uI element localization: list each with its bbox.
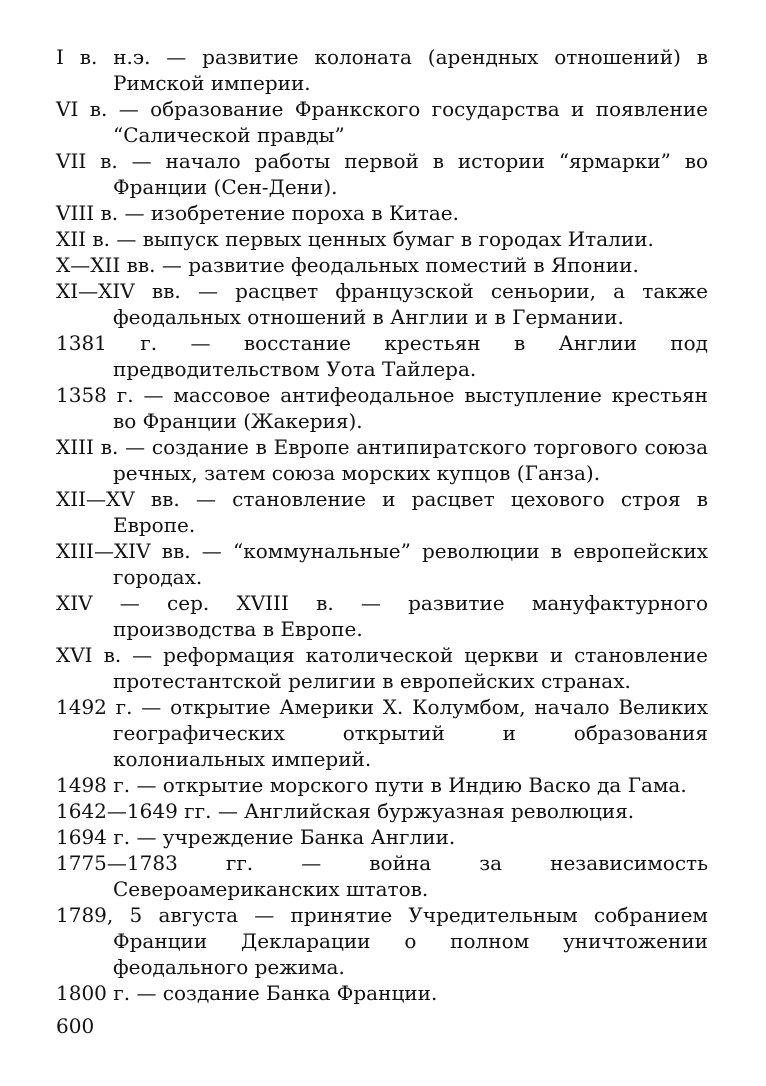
chronology-entry: XII в. — выпуск первых ценных бумаг в городах Италии. [56, 227, 654, 251]
chronology-entry: I в. н.э. — развитие колоната (арендных отношений) в Римской империи. [56, 45, 708, 95]
chronology-entry: VIII в. — изобретение пороха в Китае. [56, 201, 459, 225]
chronology-entry: 1358 г. — массовое антифеодальное выступление крестьян во Франции (Жакерия). [56, 383, 708, 433]
chronology-entry: 1642—1649 гг. — Английская буржуазная революция. [56, 799, 635, 823]
chronology-entry: XIII в. — создание в Европе антипиратского торгового союза речных, затем союза морских купцов (Ганза). [56, 435, 708, 485]
chronology-entry: 1789, 5 августа — принятие Учредительным собранием Франции Декларации о полном уничтожении феодального режима. [56, 903, 708, 979]
chronology-entry: VI в. — образование Франкского государства и появление “Салической правды” [56, 97, 708, 147]
chronology-entry: XI—XIV вв. — расцвет французской сеньории, а также феодальных отношений в Англии и в Германии. [56, 279, 708, 329]
chronology-entry: 1492 г. — открытие Америки Х. Колумбом, начало Великих географических открытий и образования колониальных империй. [56, 695, 708, 771]
chronology-entry: 1498 г. — открытие морского пути в Индию Васко да Гама. [56, 773, 687, 797]
chronology-entry: XII—XV вв. — становление и расцвет цехового строя в Европе. [56, 487, 708, 537]
chronology-entry: VII в. — начало работы первой в истории “ярмарки” во Франции (Сен-Дени). [56, 149, 708, 199]
chronology-entry: XIV — сер. XVIII в. — развитие мануфактурного производства в Европе. [56, 591, 708, 641]
page-number: 600 [56, 1014, 95, 1038]
chronology-entry: 1694 г. — учреждение Банка Англии. [56, 825, 456, 849]
chronology-entry: X—XII вв. — развитие феодальных поместий в Японии. [56, 253, 639, 277]
chronology-entry: 1381 г. — восстание крестьян в Англии под предводительством Уота Тайлера. [56, 331, 708, 381]
chronology-entry: XIII—XIV вв. — “коммунальные” революции в европейских городах. [56, 539, 708, 589]
chronology-list [56, 44, 708, 1006]
chronology-entry: 1775—1783 гг. — война за независимость Североамериканских штатов. [56, 851, 708, 901]
chronology-entry: XVI в. — реформация католической церкви и становление протестантской религии в европейских странах. [56, 643, 708, 693]
chronology-entry: 1800 г. — создание Банка Франции. [56, 981, 438, 1005]
